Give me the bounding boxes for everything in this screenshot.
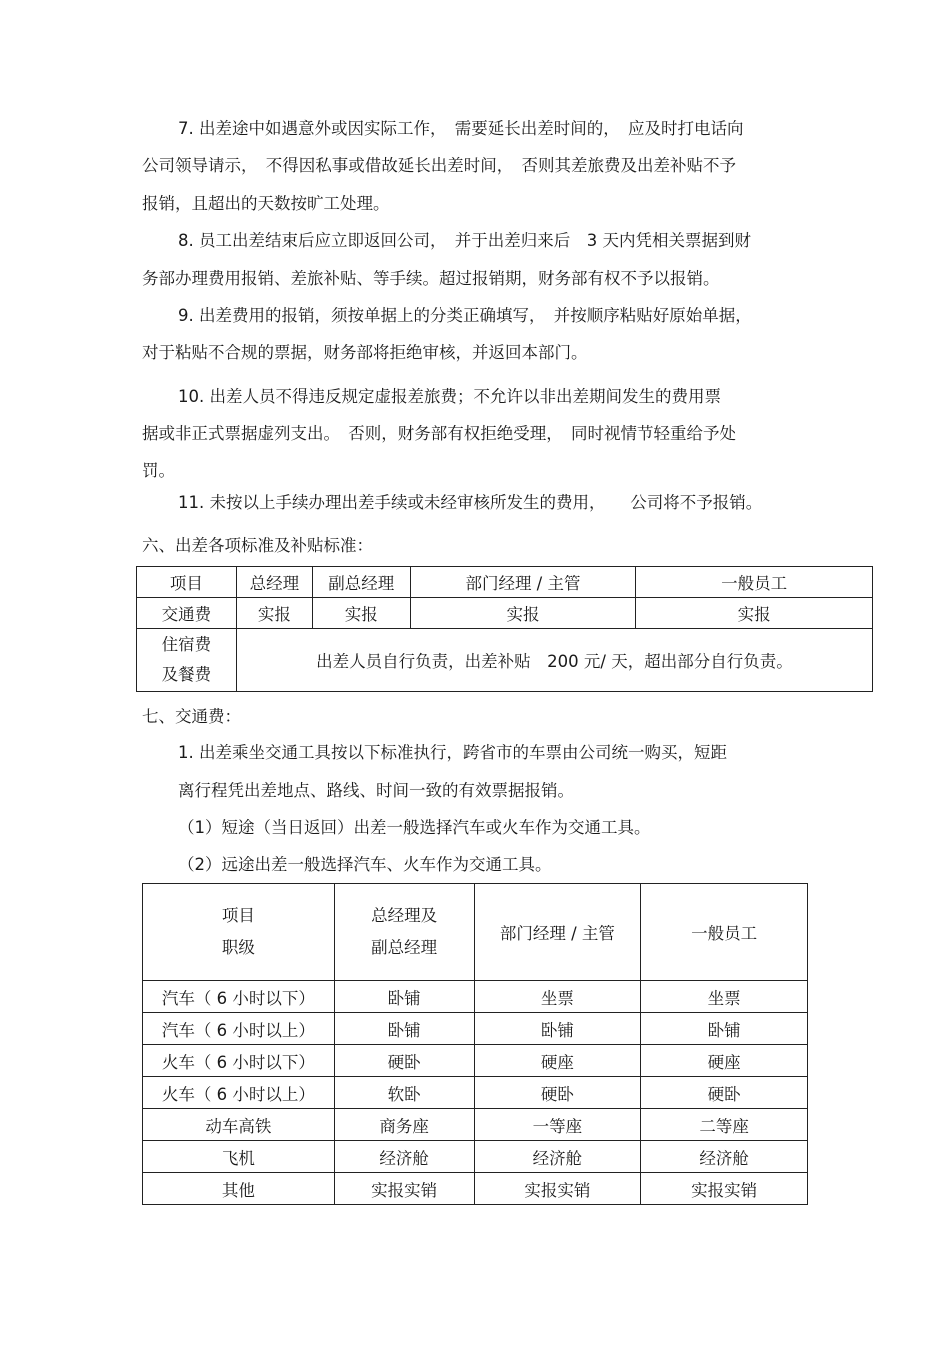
table-header-cell: 一般员工 xyxy=(636,567,873,598)
para-9-line-2: 对于粘贴不合规的票据，财务部将拒绝审核，并返回本部门。 xyxy=(142,343,588,362)
allowance-standards-table xyxy=(136,566,873,692)
table-cell: 硬卧 xyxy=(474,1077,641,1109)
header-line-2: 职级 xyxy=(221,938,255,957)
section-7-heading: 七、交通费： xyxy=(142,707,241,726)
table-row xyxy=(143,1013,808,1045)
table-header-cell: 部门经理 / 主管 xyxy=(410,567,636,598)
row-label-line-2: 及餐费 xyxy=(161,665,212,684)
table-cell: 商务座 xyxy=(334,1109,474,1141)
para-7-line-3: 报销，且超出的天数按旷工处理。 xyxy=(142,194,390,213)
table-row xyxy=(143,981,808,1013)
header-line-2: 副总经理 xyxy=(371,938,438,957)
table-cell: 汽车（ 6 小时以上） xyxy=(143,1013,335,1045)
table-cell: 硬座 xyxy=(474,1045,641,1077)
table-cell: 软卧 xyxy=(334,1077,474,1109)
table-cell: 卧铺 xyxy=(474,1013,641,1045)
header-line-1: 项目 xyxy=(221,906,255,925)
table-row xyxy=(137,598,873,629)
transport-standards-table xyxy=(142,883,808,1205)
table-cell: 二等座 xyxy=(641,1109,808,1141)
table-cell: 实报 xyxy=(636,598,873,629)
table-row xyxy=(143,1141,808,1173)
item-1-sub-1: （1）短途（当日返回）出差一般选择汽车或火车作为交通工具。 xyxy=(178,818,651,837)
section-6-heading: 六、出差各项标准及补贴标准： xyxy=(142,536,373,555)
table-cell: 实报实销 xyxy=(334,1173,474,1205)
table-cell: 汽车（ 6 小时以下） xyxy=(143,981,335,1013)
table-cell: 坐票 xyxy=(641,981,808,1013)
table-row xyxy=(143,1045,808,1077)
table-cell: 一等座 xyxy=(474,1109,641,1141)
table-row xyxy=(143,1077,808,1109)
item-1-line-1: 1. 出差乘坐交通工具按以下标准执行，跨省市的车票由公司统一购买，短距 xyxy=(178,743,727,762)
table-row xyxy=(137,629,873,692)
table-cell: 交通费 xyxy=(137,598,237,629)
table-cell: 实报实销 xyxy=(474,1173,641,1205)
table-cell: 硬卧 xyxy=(334,1045,474,1077)
para-7-line-1: 7. 出差途中如遇意外或因实际工作， 需要延长出差时间的， 应及时打电话向 xyxy=(178,119,744,138)
table-cell: 实报 xyxy=(410,598,636,629)
table-cell: 坐票 xyxy=(474,981,641,1013)
table-cell: 卧铺 xyxy=(641,1013,808,1045)
table-row xyxy=(143,1109,808,1141)
table-header-cell: 副总经理 xyxy=(312,567,410,598)
table-cell: 卧铺 xyxy=(334,1013,474,1045)
para-10-line-3: 罚。 xyxy=(142,461,175,480)
table-row xyxy=(143,884,808,981)
item-1-line-2: 离行程凭出差地点、路线、时间一致的有效票据报销。 xyxy=(178,781,574,800)
table-cell: 火车（ 6 小时以下） xyxy=(143,1045,335,1077)
para-11-line-1: 11. 未按以上手续办理出差手续或未经审核所发生的费用， 公司将不予报销。 xyxy=(178,493,763,512)
table-row xyxy=(143,1173,808,1205)
table-cell: 硬卧 xyxy=(641,1077,808,1109)
table-cell: 经济舱 xyxy=(334,1141,474,1173)
item-1-sub-2: （2）远途出差一般选择汽车、火车作为交通工具。 xyxy=(178,855,552,874)
table-cell: 飞机 xyxy=(143,1141,335,1173)
table-cell: 动车高铁 xyxy=(143,1109,335,1141)
table-cell: 火车（ 6 小时以上） xyxy=(143,1077,335,1109)
para-10-line-1: 10. 出差人员不得违反规定虚报差旅费；不允许以非出差期间发生的费用票 xyxy=(178,387,721,406)
para-10-line-2: 据或非正式票据虚列支出。 否则，财务部有权拒绝受理， 同时视情节轻重给予处 xyxy=(142,424,736,443)
para-7-line-2: 公司领导请示， 不得因私事或借故延长出差时间， 否则其差旅费及出差补贴不予 xyxy=(142,156,736,175)
table-cell xyxy=(137,629,237,692)
table-cell: 实报 xyxy=(236,598,312,629)
row-label-line-1: 住宿费 xyxy=(161,635,212,654)
table-header-cell: 项目 xyxy=(137,567,237,598)
para-9-line-1: 9. 出差费用的报销，须按单据上的分类正确填写， 并按顺序粘贴好原始单据， xyxy=(178,306,752,325)
table-header-cell xyxy=(334,884,474,981)
table-cell: 实报实销 xyxy=(641,1173,808,1205)
para-8-line-2: 务部办理费用报销、差旅补贴、等手续。超过报销期，财务部有权不予以报销。 xyxy=(142,269,720,288)
table-header-cell: 部门经理 / 主管 xyxy=(474,884,641,981)
table-cell: 经济舱 xyxy=(641,1141,808,1173)
table-header-cell: 总经理 xyxy=(236,567,312,598)
table-cell: 卧铺 xyxy=(334,981,474,1013)
header-line-1: 总经理及 xyxy=(371,906,438,925)
table-header-cell xyxy=(143,884,335,981)
para-8-line-1: 8. 员工出差结束后应立即返回公司， 并于出差归来后 3 天内凭相关票据到财 xyxy=(178,231,751,250)
table-cell: 其他 xyxy=(143,1173,335,1205)
table-row xyxy=(137,567,873,598)
table-cell-merged: 出差人员自行负责，出差补贴 200 元/ 天，超出部分自行负责。 xyxy=(236,629,872,692)
table-cell: 硬座 xyxy=(641,1045,808,1077)
table-cell: 经济舱 xyxy=(474,1141,641,1173)
table-header-cell: 一般员工 xyxy=(641,884,808,981)
table-cell: 实报 xyxy=(312,598,410,629)
